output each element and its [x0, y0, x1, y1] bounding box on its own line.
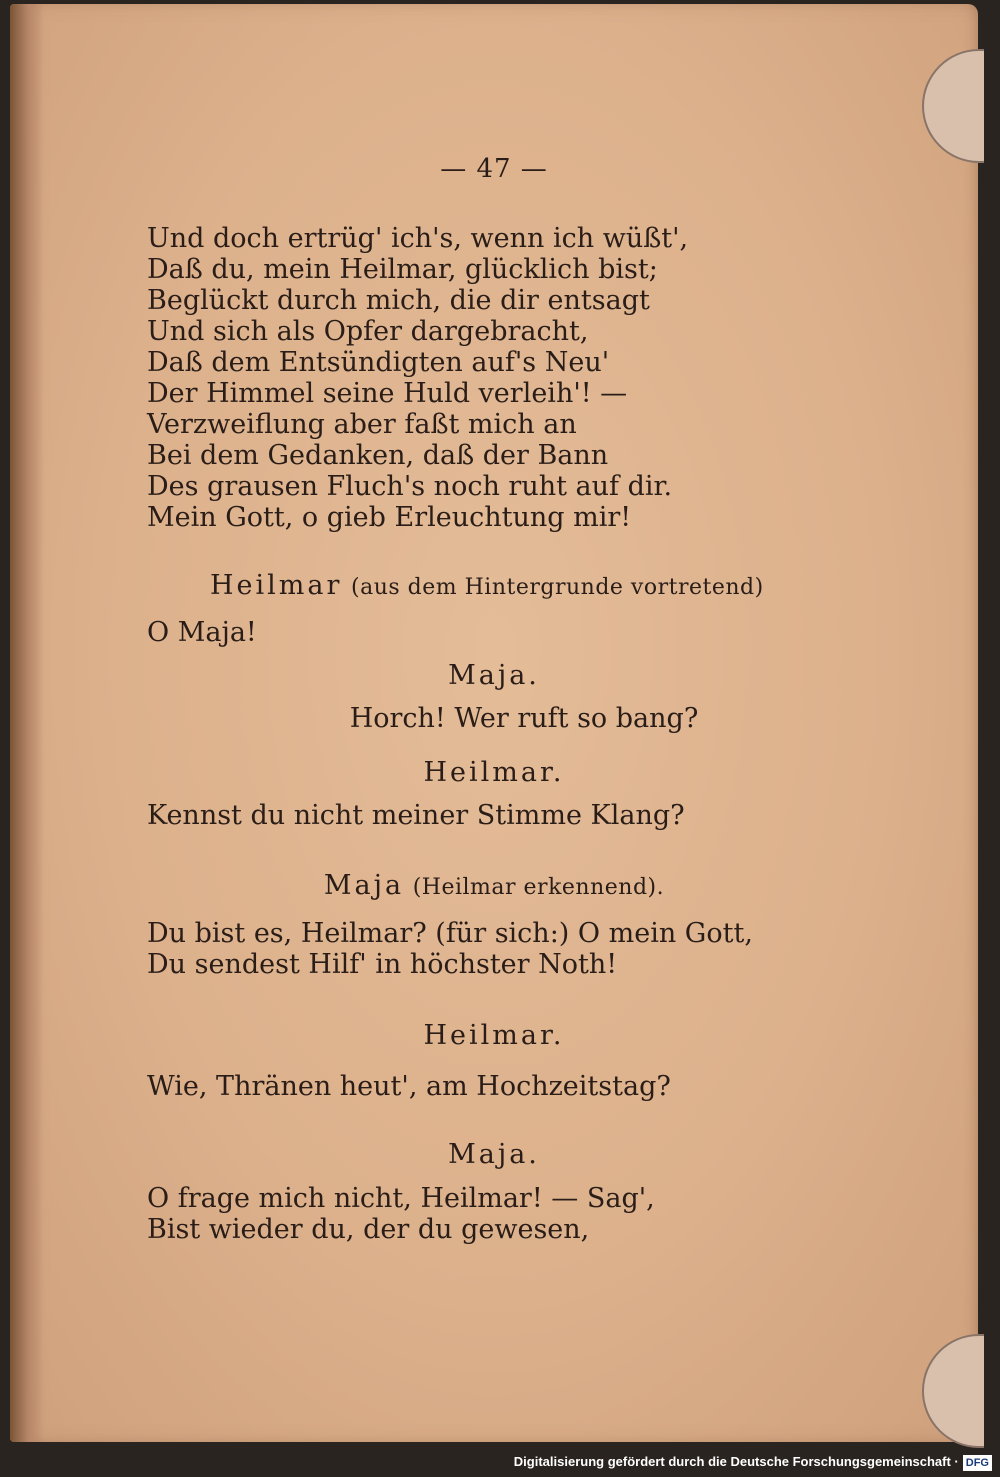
- verse-line: Daß du, mein Heilmar, glücklich bist;: [147, 254, 658, 285]
- verse-line: Und sich als Opfer dargebracht,: [147, 316, 589, 347]
- speaker-name: Heilmar: [210, 570, 343, 601]
- speaker-heading: [10, 870, 978, 904]
- verse-line: Daß dem Entsündigten auf's Neu': [147, 347, 610, 378]
- page-text: [10, 4, 978, 1442]
- dialogue-line: O Maja!: [147, 617, 257, 648]
- verse-line: Du bist es, Heilmar? (für sich:) O mein Gott,: [147, 918, 753, 949]
- verse-line: Mein Gott, o gieb Erleuchtung mir!: [147, 502, 632, 533]
- dialogue-line: Kennst du nicht meiner Stimme Klang?: [147, 800, 685, 831]
- credit-text: Digitalisierung gefördert durch die Deutsche Forschungsgemeinschaft ·: [513, 1454, 959, 1469]
- page-number: — 47 —: [440, 154, 548, 184]
- verse-line: Des grausen Fluch's noch ruht auf dir.: [147, 471, 673, 502]
- verse-line: Der Himmel seine Huld verleih'! —: [147, 378, 628, 409]
- stage-direction: (aus dem Hintergrunde vortretend): [351, 575, 764, 600]
- stage-direction: (Heilmar erkennend).: [412, 875, 665, 900]
- verse-line: Du sendest Hilf' in höchster Noth!: [147, 949, 618, 980]
- digitization-credit: [514, 1451, 992, 1473]
- verse-line: Bist wieder du, der du gewesen,: [147, 1214, 590, 1245]
- dfg-logo: DFG: [963, 1455, 992, 1471]
- dialogue-line: Horch! Wer ruft so bang?: [349, 703, 699, 734]
- verse-line: Und doch ertrüg' ich's, wenn ich wüßt',: [147, 223, 689, 254]
- verse-line: Bei dem Gedanken, daß der Bann: [147, 440, 609, 471]
- speaker-heading: Heilmar.: [423, 1020, 565, 1051]
- speaker-heading: Maja.: [448, 1139, 540, 1170]
- verse-line: O frage mich nicht, Heilmar! — Sag',: [147, 1183, 655, 1214]
- speaker-heading: Heilmar.: [423, 757, 565, 788]
- speaker-heading: Maja.: [448, 660, 540, 691]
- book-page: [10, 4, 978, 1442]
- speaker-name: Maja: [323, 870, 405, 901]
- verse-line: Verzweiflung aber faßt mich an: [147, 409, 577, 440]
- dialogue-line: Wie, Thränen heut', am Hochzeitstag?: [147, 1071, 671, 1102]
- verse-line: Beglückt durch mich, die dir entsagt: [147, 285, 650, 316]
- speaker-heading: [210, 570, 764, 604]
